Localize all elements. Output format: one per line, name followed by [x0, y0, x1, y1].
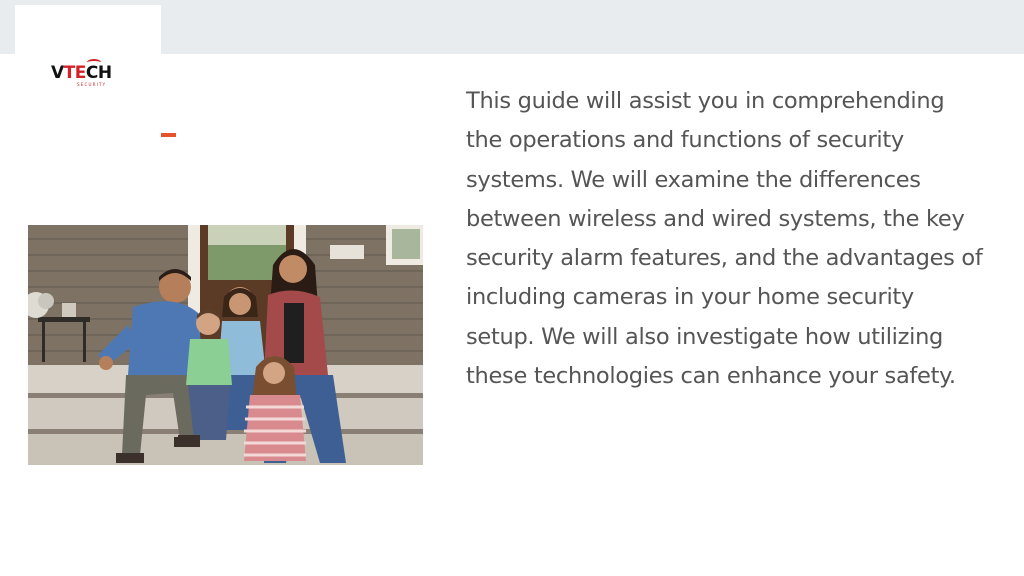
- logo-accent: TE: [63, 63, 86, 83]
- intro-paragraph: This guide will assist you in comprehending the operations and functions of security systems. We will examine the differences between wireless and wired systems, the key security alarm features, and the advantages of including cameras in your home security setup. We will also investigate how utilizing these technologies can enhance your safety.: [466, 88, 983, 390]
- family-photo: [28, 225, 423, 465]
- logo-prefix: V: [51, 63, 64, 83]
- logo-wordmark: [51, 62, 112, 84]
- accent-dash: [161, 133, 176, 137]
- vtech-logo[interactable]: [51, 62, 119, 90]
- logo-suffix: CH: [85, 63, 112, 83]
- logo-tagline: SECURITY: [77, 82, 107, 87]
